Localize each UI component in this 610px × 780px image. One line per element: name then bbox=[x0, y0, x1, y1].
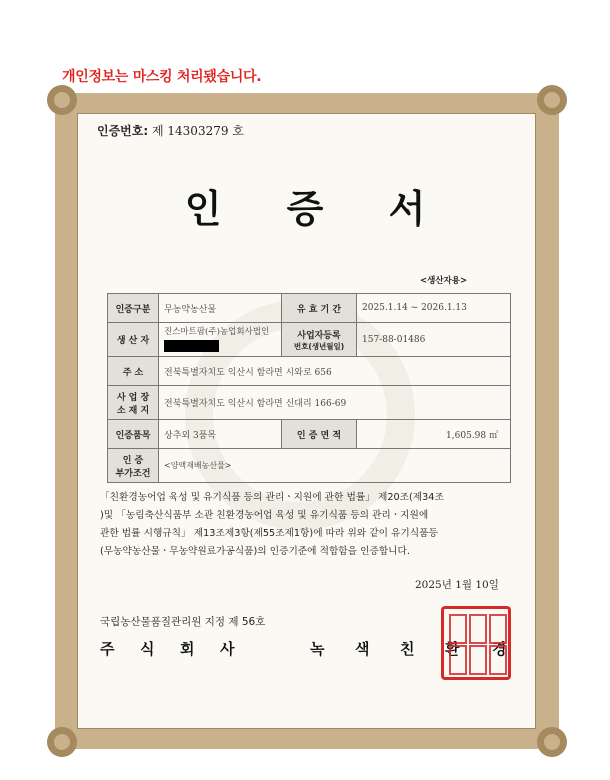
site-label-line2: 소 재 지 bbox=[116, 405, 150, 416]
bizno-label-line1: 사업자등록 bbox=[297, 330, 341, 341]
company-char: 친 bbox=[400, 640, 415, 658]
producer-type-tag: <생산자용> bbox=[420, 276, 468, 286]
bizno-label-line2: 번호(생년월일) bbox=[293, 341, 345, 351]
table-row bbox=[108, 420, 511, 449]
statement-line: )및 「농림축산식품부 소관 친환경농어업 육성 및 유기식품 등의 관리ㆍ지원에 bbox=[100, 510, 429, 521]
producer-label: 생 산 자 bbox=[108, 323, 159, 357]
corner-ornament-icon bbox=[537, 85, 567, 115]
corner-ornament-icon bbox=[537, 727, 567, 757]
company-char: 색 bbox=[355, 640, 370, 658]
issue-date: 2025년 1월 10일 bbox=[415, 579, 499, 591]
company-char: 사 bbox=[220, 640, 235, 658]
area-label: 인 증 면 적 bbox=[282, 420, 357, 449]
condition-label-line1: 인 증 bbox=[122, 455, 144, 466]
condition-value: <양액재배농산물> bbox=[159, 449, 511, 483]
condition-label-line2: 부가조건 bbox=[115, 468, 151, 479]
masking-notice: 개인정보는 마스킹 처리됐습니다. bbox=[62, 69, 262, 85]
table-row bbox=[108, 449, 511, 483]
table-row bbox=[108, 294, 511, 323]
condition-label bbox=[108, 449, 159, 483]
company-char: 경 bbox=[492, 640, 507, 658]
validity-value: 2025.1.14 ~ 2026.1.13 bbox=[357, 294, 511, 323]
bizno-label bbox=[282, 323, 357, 357]
site-label bbox=[108, 386, 159, 420]
company-char: 식 bbox=[140, 640, 155, 658]
certificate-number-value: 제 14303279 호 bbox=[152, 124, 244, 138]
validity-label: 유 효 기 간 bbox=[282, 294, 357, 323]
statement-line: (무농약농산물ㆍ무농약원료가공식품)의 인증기준에 적합함을 인증합니다. bbox=[100, 546, 410, 557]
site-value: 전북특별자치도 익산시 함라면 신대리 166-69 bbox=[159, 386, 511, 420]
area-value: 1,605.98 ㎡ bbox=[357, 420, 511, 449]
address-label: 주 소 bbox=[108, 357, 159, 386]
table-row bbox=[108, 357, 511, 386]
items-value: 상추외 3품목 bbox=[159, 420, 282, 449]
statement-line: 관한 법률 시행규칙」 제13조제3항(제55조제1항)에 따라 위와 같이 유기식품등 bbox=[100, 528, 438, 539]
designation-text: 국립농산물품질관리원 지정 제 56호 bbox=[100, 616, 266, 628]
official-seal-stamp bbox=[441, 606, 511, 680]
corner-ornament-icon bbox=[47, 85, 77, 115]
producer-value: 진스마트팜(주)농업회사법인 bbox=[164, 326, 270, 337]
statement-line: 「친환경농어업 육성 및 유기식품 등의 관리ㆍ지원에 관한 법률」 제20조(제34조 bbox=[100, 492, 444, 503]
category-label: 인증구분 bbox=[108, 294, 159, 323]
masked-name-redaction bbox=[164, 340, 219, 352]
category-value: 무농약농산물 bbox=[159, 294, 282, 323]
table-row bbox=[108, 386, 511, 420]
site-label-line1: 사 업 장 bbox=[116, 392, 150, 403]
corner-ornament-icon bbox=[47, 727, 77, 757]
company-char: 회 bbox=[180, 640, 195, 658]
company-char: 녹 bbox=[310, 640, 325, 658]
table-row bbox=[108, 323, 511, 357]
address-value: 전북특별자치도 익산시 함라면 시와로 656 bbox=[159, 357, 511, 386]
certification-statement bbox=[100, 489, 512, 561]
certificate-number bbox=[97, 122, 244, 139]
certificate-number-label: 인증번호: bbox=[97, 124, 149, 138]
producer-cell bbox=[159, 323, 282, 357]
company-char: 환 bbox=[445, 640, 460, 658]
certificate-info-table bbox=[107, 293, 511, 483]
company-char: 주 bbox=[100, 640, 115, 658]
certificate-title: 인 증 서 bbox=[184, 187, 452, 231]
bizno-value: 157-88-01486 bbox=[357, 323, 511, 357]
items-label: 인증품목 bbox=[108, 420, 159, 449]
